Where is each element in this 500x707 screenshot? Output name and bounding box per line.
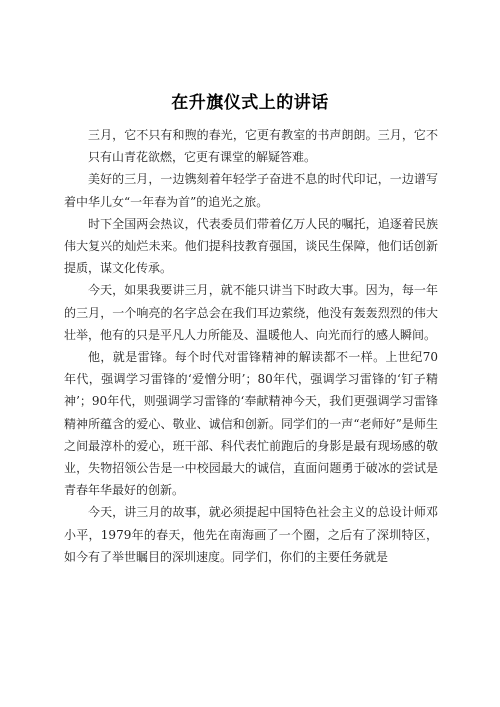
paragraph-4: 今天，如果我要讲三月，就不能只讲当下时政大事。因为，每一年的三月，一个响亮的名字总会在我们耳边萦绕，他没有轰轰烈烈的伟大壮举，他有的只是平凡人力所能及、温暖他人、向光而行的感人瞬间。: [64, 283, 438, 342]
paragraph-5: 他，就是雷锋。每个时代对雷锋精神的解读都不一样。上世纪70年代，强调学习雷锋的‘爱憎分明’；80年代，强调学习雷锋的‘钉子精神’；90年代，则强调学习雷锋的‘奉献精神今天，我们更强调学习雷锋精神所蕴含的爱心、敬业、诚信和创新。同学们的一声“老师好”是师生之间最淳朴的爱心，班干部、科代表忙前跑后的身影是最有现场感的敬业，失物招领公告是一中校园最大的诚信，直面问题勇于破冰的尝试是青春年华最好的创新。: [64, 350, 438, 498]
paragraph-3: 时下全国两会热议，代表委员们带着亿万人民的嘱托，追逐着民族伟大复兴的灿烂未来。他们提科技教育强国，谈民生保障，他们话创新提质，谋文化传承。: [64, 216, 438, 276]
paragraph-1: 三月，它不只有和煦的春光，它更有教室的书声朗朗。三月，它不只有山青花欲燃，它更有课堂的解疑答难。: [88, 128, 438, 165]
speech-body: [64, 124, 438, 568]
paragraph-6: 今天，讲三月的故事，就必须提起中国特色社会主义的总设计师邓小平，1979年的春天，他先在南海画了一个圈，之后有了深圳特区，如今有了举世瞩目的深圳速度。同学们，你们的主要任务就是: [64, 505, 438, 564]
paragraph-2: 美好的三月，一边镌刻着年轻学子奋进不息的时代印记，一边谱写着中华儿女“一年春为首”的追光之旅。: [64, 172, 438, 209]
page-title: 在升旗仪式上的讲话: [171, 93, 329, 113]
